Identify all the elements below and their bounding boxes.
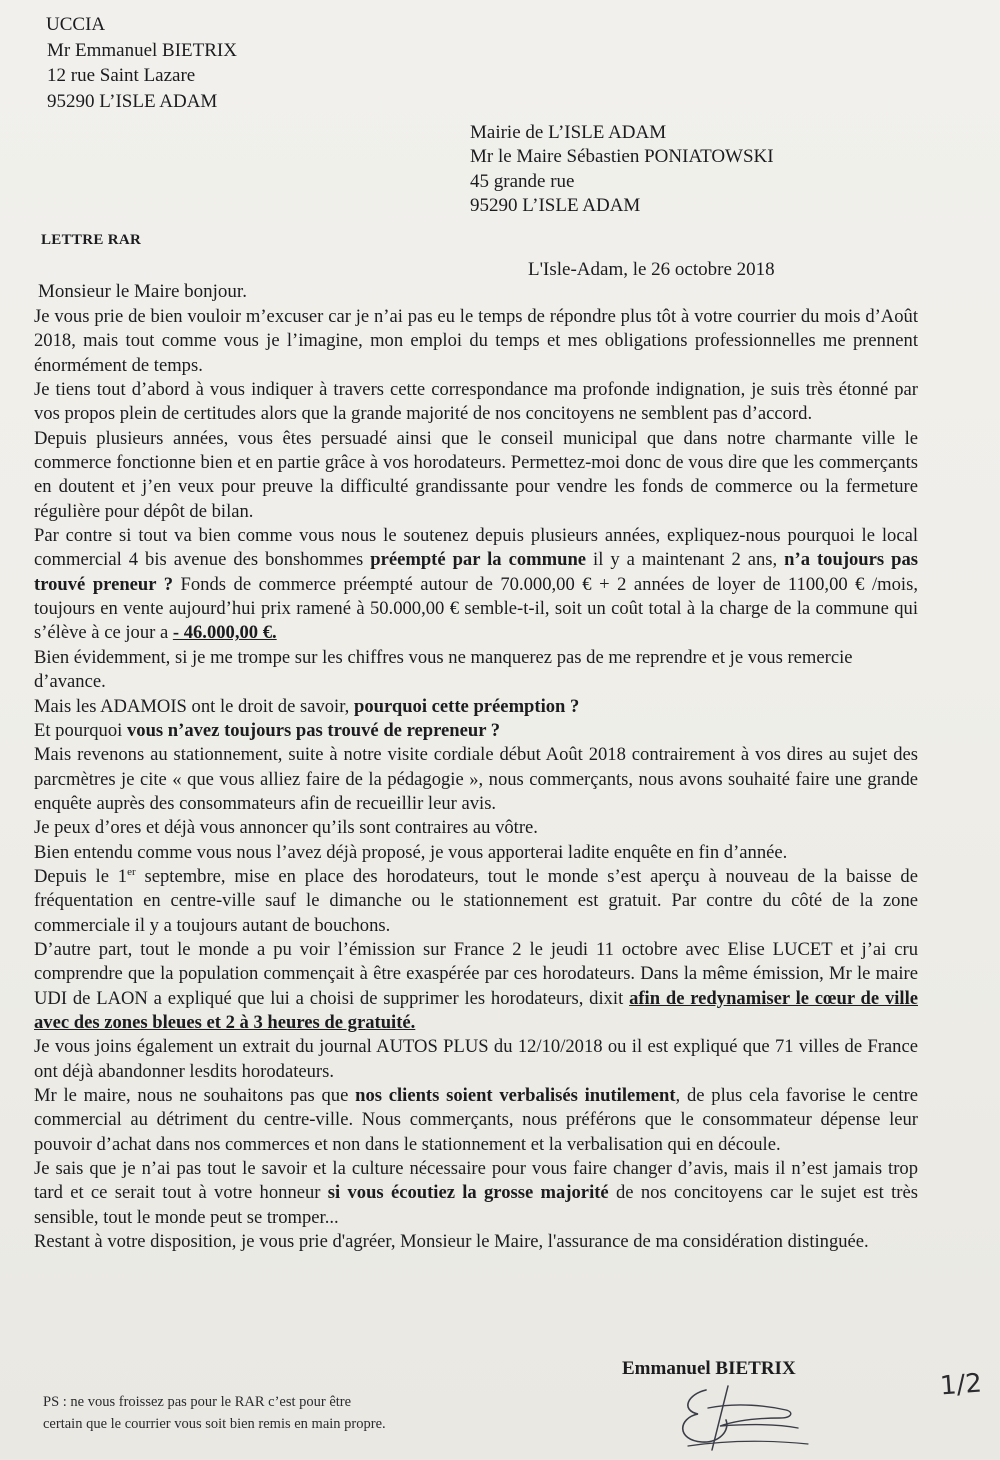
bold-span: n’a toujours pas trouvé preneur ? (34, 549, 918, 595)
paragraph-closing: Restant à votre disposition, je vous prie d'agréer, Monsieur le Maire, l'assurance de ma considération distinguée. (34, 1231, 869, 1253)
page-number: 1/2 (939, 1368, 983, 1402)
postscript-line-2: certain que le courrier vous soit bien remis en main propre. (43, 1416, 386, 1432)
text-span: D’autre part, tout le monde a pu voir l’émission sur France 2 le jeudi 11 octobre avec Elise LUCET et j’ai cru comprendre que la population commençait à être exaspérée par ces horodateurs. Dans la même émission, Mr le maire UDI de LAON a expliqué que lui a choisi de supprimer les horodateurs, dixit (34, 938, 918, 1009)
bold-span: si vous écoutiez la grosse majorité (327, 1182, 609, 1204)
paragraph-survey-result: Je peux d’ores et déjà vous annoncer qu’ils sont contraires au vôtre. (34, 817, 538, 839)
postscript (43, 1391, 386, 1435)
bold-span: vous n’avez toujours pas trouvé de repreneur ? (126, 719, 501, 741)
recipient-city: 95290 L’ISLE ADAM (470, 194, 641, 216)
text-span: , de plus cela favorise le centre commercial au détriment du centre-ville. Nous commerçants, nous préférons que le consommateur dépense leur pouvoir d’achat dans nos commerces et non dans le stationnement et la verbalisation qui en découle. (34, 1085, 918, 1155)
handwritten-signature (668, 1380, 818, 1458)
total-cost: - 46.000,00 €. (172, 622, 277, 644)
paragraph-figures: Bien évidemment, si je me trompe sur les chiffres vous ne manquerez pas de me reprendre et je vous remercie d’avance. (34, 646, 853, 693)
sender-org: UCCIA (46, 14, 106, 35)
text-span: Par contre si tout va bien comme vous nous le soutenez depuis plusieurs années, expliquez-nous pourquoi le local commercial 4 bis avenue des bonshommes (34, 525, 918, 571)
paragraph-indignation: Je tiens tout d’abord à vous indiquer à travers cette correspondance ma profonde indignation, je suis très étonné par vos propos plein de certitudes alors que la grande majorité de nos concitoyens ne semblent pas d’accord. (34, 379, 918, 425)
paragraph-survey-delivery: Bien entendu comme vous nous l’avez déjà proposé, je vous apporterai ladite enquête en fin d’année. (34, 841, 788, 863)
paragraph-fines (34, 1084, 918, 1157)
sender-address (47, 12, 237, 114)
paragraph-television (34, 938, 918, 1035)
paragraph-opinion (34, 1157, 918, 1230)
paragraph-parking-survey: Mais revenons au stationnement, suite à notre visite cordiale début Août 2018 contrairement à vos dires au sujet des parcmètres je cite « que vous alliez faire de la pédagogie », nous commerçants, nous avons souhaité faire une grande enquête auprès des consommateurs afin de recueillir leur avis. (34, 744, 918, 814)
text-span: Depuis le 1 (34, 865, 128, 887)
text-span: Mais les ADAMOIS ont le droit de savoir, (34, 695, 354, 717)
superscript: er (127, 865, 136, 878)
text-span: de nos concitoyens car le sujet est très sensible, tout le monde peut se tromper... (34, 1182, 918, 1228)
text-span: Je sais que je n’ai pas tout le savoir et la culture nécessaire pour vous faire changer d’avis, mais il n’est jamais trop tard et ce serait tout à votre honneur (34, 1158, 918, 1204)
bold-span: nos clients soient verbalisés inutilement (355, 1085, 676, 1106)
letter-body (34, 305, 918, 1254)
paragraph-question-1 (34, 695, 918, 719)
recipient-org: Mairie de L’ISLE ADAM (470, 122, 667, 143)
letter-date: L'Isle-Adam, le 26 octobre 2018 (528, 259, 775, 280)
salutation: Monsieur le Maire bonjour. (38, 281, 247, 302)
recipient-address (470, 121, 774, 218)
recipient-name: Mr le Maire Sébastien PONIATOWSKI (470, 146, 774, 168)
signatory-name: Emmanuel BIETRIX (622, 1358, 796, 1379)
bold-span: préempté par la commune (370, 549, 587, 571)
sender-street: 12 rue Saint Lazare (47, 65, 196, 86)
paragraph-preemption (34, 524, 918, 646)
paragraph-commerce: Depuis plusieurs années, vous êtes persuadé ainsi que le conseil municipal que dans notre charmante ville le commerce fonctionne bien et en partie grâce à vos horodateurs. Permettez-moi donc de vous dire que les commerçants en doutent et j’en veux pour preuve la difficulté grandissante pour vendre les fonds de commerce ou la fermeture régulière pour dépôt de bilan. (34, 427, 918, 522)
text-span: septembre, mise en place des horodateurs, tout le monde s’est aperçu à nouveau de la baisse de fréquentation en centre-ville sauf le dimanche ou le stationnement est gratuit. Par contre du côté de la zone commerciale il y a toujours autant de bouchons. (34, 865, 918, 936)
text-span: Mr le maire, nous ne souhaitons pas que (34, 1085, 356, 1106)
text-span: il y a maintenant 2 ans, (586, 549, 785, 571)
bold-span: pourquoi cette préemption ? (353, 695, 580, 717)
letter-type: LETTRE RAR (41, 232, 142, 248)
paragraph-question-2 (34, 719, 918, 743)
paragraph-attendance (34, 865, 918, 938)
text-span: Et pourquoi (34, 719, 127, 741)
recipient-street: 45 grande rue (470, 170, 575, 192)
text-span: Fonds de commerce préempté autour de 70.000,00 € + 2 années de loyer de 1100,00 € /mois, toujours en vente aujourd’hui prix ramené à 50.000,00 € semble-t-il, soit un coût total à la charge de la commune qui s’élève à ce jour a (34, 573, 918, 644)
bold-underlined-span: afin de redynamiser le cœur de ville avec des zones bleues et 2 à 3 heures de gratuité. (34, 987, 918, 1033)
paragraph-newspaper: Je vous joins également un extrait du journal AUTOS PLUS du 12/10/2018 ou il est expliqué que 71 villes de France ont déjà abandonner lesdits horodateurs. (34, 1036, 918, 1082)
sender-city: 95290 L’ISLE ADAM (47, 90, 218, 112)
paragraph-apology: Je vous prie de bien vouloir m’excuser car je n’ai pas eu le temps de répondre plus tôt à votre courrier du mois d’Août 2018, mais tout comme vous je l’imagine, mon emploi du temps et mes obligations professionnelles me prennent énormément de temps. (34, 306, 918, 376)
sender-name: Mr Emmanuel BIETRIX (47, 39, 237, 61)
postscript-line-1: PS : ne vous froissez pas pour le RAR c’est pour être (43, 1394, 352, 1410)
